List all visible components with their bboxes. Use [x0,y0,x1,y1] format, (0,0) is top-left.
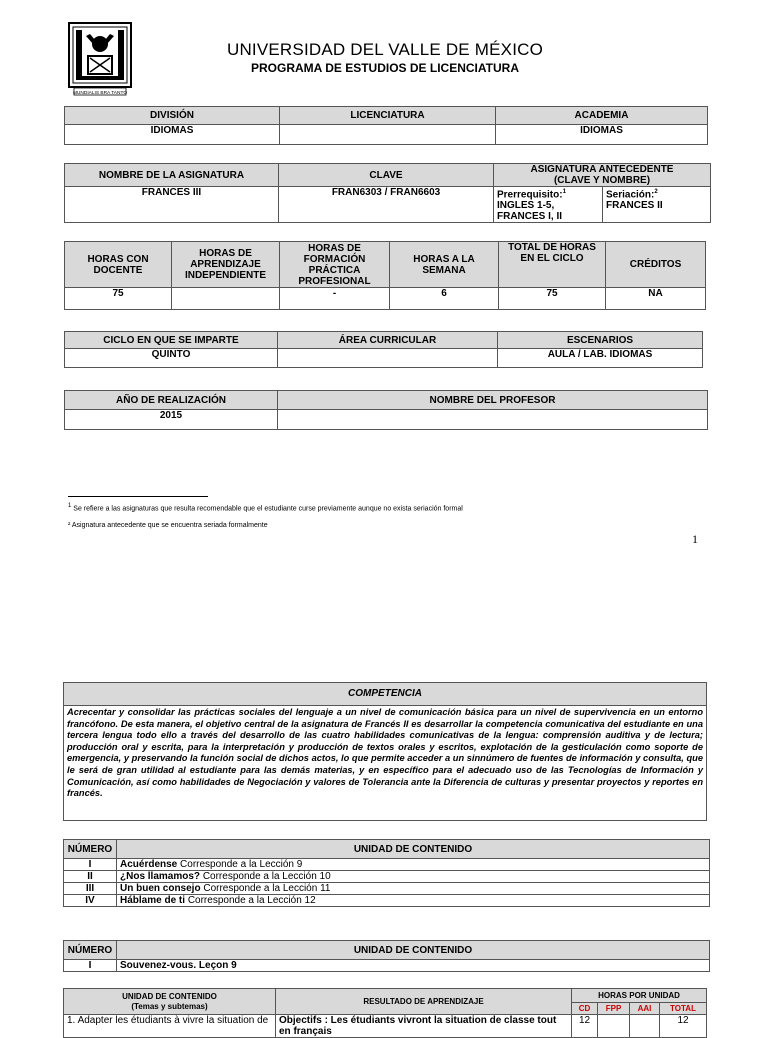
anio-header: AÑO DE REALIZACIÓN [65,391,278,410]
program-title: PROGRAMA DE ESTUDIOS DE LICENCIATURA [250,61,519,75]
detail-row-aai [630,1015,660,1038]
escenarios-header: ESCENARIOS [498,332,703,349]
table-row [64,883,710,895]
unit-one-unidad-header: UNIDAD DE CONTENIDO [117,941,710,960]
detail-table [63,988,707,1038]
detail-row-unidad: 1. Adapter les étudiants à vivre la situation de [64,1015,276,1038]
units-unidad-header: UNIDAD DE CONTENIDO [117,840,710,859]
competencia-box [63,682,707,821]
table-row [64,1015,707,1038]
antecedente-header-line2: (CLAVE Y NOMBRE) [553,175,651,186]
horas-formacion-header: HORAS DE FORMACIÓN PRÁCTICA PROFESIONAL [280,242,390,288]
division-table [64,106,708,145]
hours-table [64,241,706,310]
detail-row-cd: 12 [572,1015,598,1038]
subject-table [64,163,711,223]
table-row [64,895,710,907]
detail-horas-header: HORAS POR UNIDAD [572,989,707,1003]
subject-name-value: FRANCES III [65,187,279,223]
footnote-1-mark: 1 [68,503,72,509]
unit-number: IV [64,895,117,907]
subject-name-header: NOMBRE DE LA ASIGNATURA [65,164,279,187]
unit-one-number: I [64,960,117,972]
page-number: 1 [692,532,698,546]
units-table [63,839,710,907]
unit-title-cell [117,895,710,907]
unit-description: Corresponde a la Lección 9 [180,859,303,870]
profesor-table [64,390,708,430]
detail-row-total: 12 [660,1015,707,1038]
academia-header: ACADEMIA [496,107,708,125]
prerrequisito-line2: FRANCES I, II [497,211,563,223]
clave-value: FRAN6303 / FRAN6603 [279,187,494,223]
detail-resultado-header: RESULTADO DE APRENDIZAJE [276,989,572,1015]
footnote-2: ² Asignatura antecedente que se encuentra seriada formalmente [68,522,268,529]
horas-aprendizaje-header: HORAS DE APRENDIZAJE INDEPENDIENTE [172,242,280,288]
table-row [64,871,710,883]
division-header: DIVISIÓN [65,107,280,125]
table-row [64,859,710,871]
total-horas-value: 75 [499,288,606,310]
area-curricular-header: ÁREA CURRICULAR [278,332,498,349]
svg-text:MUNDIALIS BRA TANTO: MUNDIALIS BRA TANTO [72,91,128,96]
ciclo-header: CICLO EN QUE SE IMPARTE [65,332,278,349]
seriacion-value: FRANCES II [606,200,663,212]
licenciatura-header: LICENCIATURA [280,107,496,125]
unit-title-cell [117,883,710,895]
detail-total-header: TOTAL [660,1003,707,1015]
escenarios-value: AULA / LAB. IDIOMAS [498,349,703,368]
prerrequisito-footnote-mark: 1 [562,189,566,195]
unit-number: III [64,883,117,895]
detail-aai-header: AAI [630,1003,660,1015]
seriacion-cell [603,187,711,223]
seriacion-label: Seriación: [606,189,655,201]
licenciatura-value [280,125,496,145]
unit-description: Corresponde a la Lección 11 [203,883,331,894]
unit-number: I [64,859,117,871]
horas-aprendizaje-value [172,288,280,310]
academia-value: IDIOMAS [496,125,708,145]
detail-unidad-header: UNIDAD DE CONTENIDO (Temas y subtemas) [64,989,276,1015]
ciclo-value: QUINTO [65,349,278,368]
antecedente-header [494,164,711,187]
unit-title: ¿Nos llamamos? [120,871,201,882]
footnote-separator [68,496,208,497]
university-seal-logo [68,22,132,96]
unit-one-title: Souvenez-vous. Leçon 9 [117,960,710,972]
division-value: IDIOMAS [65,125,280,145]
horas-formacion-value: - [280,288,390,310]
detail-row-fpp [598,1015,630,1038]
prerrequisito-line1: INGLES 1-5, [497,200,555,212]
unit-title-cell [117,871,710,883]
unit-title-cell [117,859,710,871]
unit-title: Háblame de ti [120,895,186,906]
competencia-text: Acrecentar y consolidar las prácticas sociales del lenguaje a un nivel de comunicación básica para un nivel de supervivencia en un entorno francófono. De esta manera, el objetivo central de la asignatura de Francés II es desarrollar la competencia comunicativa del estudiante en una tercera lengua todo ello a través del desarrollo de las cuatro habilidades comunicativas de la lengua: comprensión auditiva y de lectura; producción oral y escrita, para la interpretación y producción de textos orales y escritos, explotación de la gesticulación como soporte de emergencia, y preservando la función social de dichos actos, lo que permite acceder a un sinnúmero de fuentes de información y consulta, que le será de gran utilidad al estudiante para las demás materias, y en específico para el adecuado uso de las Tecnologías de Información y Comunicación, así como habilidades de Negociación y valores de Tolerancia ante la Diferencia de culturas y presentar proyectos y reportes en francés. [67,707,703,799]
competencia-title: COMPETENCIA [64,683,706,706]
university-title: UNIVERSIDAD DEL VALLE DE MÉXICO [226,40,544,59]
profesor-value [278,410,708,430]
footnote-1 [68,503,463,512]
prerrequisito-label: Prerrequisito: [497,189,563,201]
creditos-header: CRÉDITOS [606,242,706,288]
ciclo-table [64,331,703,368]
antecedente-header-line1: ASIGNATURA ANTECEDENTE [530,164,674,175]
horas-semana-value: 6 [390,288,499,310]
total-horas-header: TOTAL DE HORAS EN EL CICLO [499,242,606,288]
unit-one-numero-header: NÚMERO [64,941,117,960]
unit-title: Un buen consejo [120,883,201,894]
unit-description: Corresponde a la Lección 12 [187,895,316,906]
creditos-value: NA [606,288,706,310]
detail-fpp-header: FPP [598,1003,630,1015]
clave-header: CLAVE [279,164,494,187]
detail-row-resultado: Objectifs : Les étudiants vivront la situation de classe tout en français [276,1015,572,1038]
anio-value: 2015 [65,410,278,430]
seriacion-footnote-mark: 2 [654,189,658,195]
unit-number: II [64,871,117,883]
unit-one-table [63,940,710,972]
profesor-header: NOMBRE DEL PROFESOR [278,391,708,410]
area-curricular-value [278,349,498,368]
unit-description: Corresponde a la Lección 10 [202,871,331,882]
units-numero-header: NÚMERO [64,840,117,859]
detail-cd-header: CD [572,1003,598,1015]
horas-docente-header: HORAS CON DOCENTE [65,242,172,288]
footnote-1-text: Se refiere a las asignaturas que resulta recomendable que el estudiante curse previamente aunque no exista seriación formal [73,505,463,513]
unit-title: Acuérdense [120,859,178,870]
prerrequisito-cell [494,187,603,223]
horas-semana-header: HORAS A LA SEMANA [390,242,499,288]
horas-docente-value: 75 [65,288,172,310]
